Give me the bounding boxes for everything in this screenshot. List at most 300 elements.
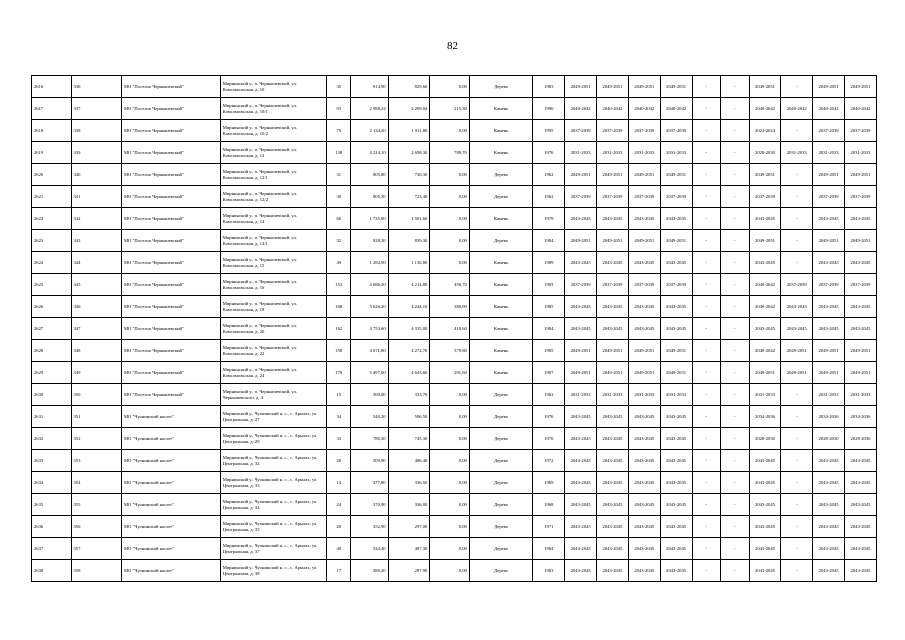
value-cell: 15 [327,384,351,406]
value-cell: 2049-2051 [565,362,597,384]
object-number-cell: 358 [71,560,121,582]
value-cell: 2031-2033 [813,142,845,164]
row-number-cell: 2617 [32,98,72,120]
value-cell: 2049-2051 [660,340,692,362]
address-cell: Мирнинский у., Чуонинский н. с., с. Арылах, ул. Центральная, д. 27 [220,406,326,428]
value-cell: 2037-2039 [628,274,660,296]
value-cell: - [721,252,750,274]
value-cell: 2043-2045 [597,208,629,230]
value-cell: 0,00 [430,208,470,230]
value-cell: 2031-2033 [628,142,660,164]
object-number-cell: 336 [71,76,121,98]
municipality-cell: МО "Поселок Чернышевский" [121,340,220,362]
value-cell: - [721,142,750,164]
value-cell: 2043-2045 [660,516,692,538]
table-row [32,296,877,318]
table-row [32,538,877,560]
value-cell: 0,00 [430,230,470,252]
object-number-cell: 348 [71,340,121,362]
value-cell: 2043-2045 [749,494,781,516]
value-cell: 2049-2051 [660,164,692,186]
value-cell: 2043-2045 [628,538,660,560]
value-cell: - [781,76,813,98]
value-cell: 2 698,30 [388,142,430,164]
value-cell: 2049-2051 [813,230,845,252]
value-cell: 2043-2045 [628,296,660,318]
value-cell: 2043-2045 [628,560,660,582]
value-cell: - [781,450,813,472]
value-cell: Дерево [469,406,533,428]
value-cell: 2049-2051 [660,362,692,384]
object-number-cell: 345 [71,274,121,296]
value-cell: 914,90 [351,76,388,98]
value-cell: - [781,186,813,208]
value-cell: 291,60 [430,362,470,384]
value-cell: 2049-2051 [781,340,813,362]
value-cell: 2049-2051 [628,230,660,252]
value-cell: 2043-2045 [845,472,877,494]
value-cell: 1 284,90 [351,252,388,274]
value-cell: 2043-2045 [565,296,597,318]
municipality-cell: МО "Поселок Чернышевский" [121,208,220,230]
value-cell: 2037-2039 [565,274,597,296]
value-cell: 2031-2033 [565,384,597,406]
value-cell: 2043-2045 [597,538,629,560]
municipality-cell: МО "Чуонинский наслег" [121,406,220,428]
address-cell: Мирнинский у., Чуонинский н. с., с. Арылах, ул. Центральная, д. 38 [220,560,326,582]
value-cell: 138 [327,142,351,164]
row-number-cell: 2636 [32,516,72,538]
value-cell: 2037-2039 [628,120,660,142]
value-cell: 2031-2033 [597,384,629,406]
value-cell: 2049-2051 [813,362,845,384]
value-cell: 31 [327,164,351,186]
address-cell: Мирнинский у., п. Чернышевский, ул. Комсомольская, д. 12/2 [220,186,326,208]
value-cell: 2043-2045 [628,450,660,472]
value-cell: 486,40 [388,450,430,472]
value-cell: 32 [327,230,351,252]
municipality-cell: МО "Поселок Чернышевский" [121,120,220,142]
value-cell: 2049-2051 [597,340,629,362]
value-cell: 2049-2051 [597,362,629,384]
value-cell: 2043-2045 [749,208,781,230]
value-cell: 839,30 [388,230,430,252]
value-cell: 336,50 [388,472,430,494]
value-cell: 2049-2051 [565,76,597,98]
page-number: 82 [447,40,458,52]
value-cell: 2043-2045 [813,318,845,340]
value-cell: 2028-2030 [845,428,877,450]
object-number-cell: 341 [71,186,121,208]
value-cell: 1962 [533,164,565,186]
value-cell: - [692,362,721,384]
value-cell: Дерево [469,428,533,450]
value-cell: 1976 [533,142,565,164]
value-cell: 2040-2042 [749,340,781,362]
value-cell: 2049-2051 [845,230,877,252]
value-cell: 4 671,80 [351,340,388,362]
address-cell: Мирнинский у., Чуонинский н. с., с. Арылах, ул. Центральная, д. 35 [220,516,326,538]
table-row [32,516,877,538]
value-cell: 2043-2045 [565,428,597,450]
value-cell: 1972 [533,450,565,472]
value-cell: 2031-2033 [845,142,877,164]
value-cell: 2049-2051 [597,164,629,186]
value-cell: 0,00 [430,186,470,208]
object-number-cell: 346 [71,296,121,318]
value-cell: 2043-2045 [813,296,845,318]
object-number-cell: 337 [71,98,121,120]
row-number-cell: 2638 [32,560,72,582]
value-cell: 2031-2033 [813,384,845,406]
value-cell: 2028-2030 [749,428,781,450]
value-cell: 30 [327,186,351,208]
value-cell: 2 134,20 [351,120,388,142]
value-cell: Камень [469,340,533,362]
value-cell: - [692,318,721,340]
value-cell: 215,30 [430,98,470,120]
value-cell: - [721,538,750,560]
value-cell: - [692,538,721,560]
value-cell: 2037-2039 [660,186,692,208]
value-cell: 28 [327,450,351,472]
value-cell: 2040-2042 [781,98,813,120]
value-cell: 2043-2045 [597,560,629,582]
value-cell: 2043-2045 [749,560,781,582]
object-number-cell: 347 [71,318,121,340]
value-cell: 2037-2039 [597,274,629,296]
value-cell: 2049-2051 [628,340,660,362]
row-number-cell: 2626 [32,296,72,318]
value-cell: 1962 [533,384,565,406]
value-cell: - [692,450,721,472]
address-cell: Мирнинский у., п. Чернышевский, ул. Комсомольская, д. 20 [220,318,326,340]
value-cell: 1968 [533,494,565,516]
value-cell: - [692,76,721,98]
value-cell: 2043-2045 [597,428,629,450]
value-cell: 287,90 [388,560,430,582]
value-cell: 2037-2039 [813,274,845,296]
value-cell: 2043-2045 [845,516,877,538]
value-cell: Камень [469,318,533,340]
value-cell: 2043-2045 [813,208,845,230]
table-row [32,494,877,516]
value-cell: 5 626,20 [351,296,388,318]
value-cell: - [692,142,721,164]
value-cell: Камень [469,362,533,384]
value-cell: 2040-2042 [660,98,692,120]
value-cell: 2043-2045 [660,318,692,340]
value-cell: 2040-2042 [845,98,877,120]
municipality-cell: МО "Поселок Чернышевский" [121,274,220,296]
value-cell: 352,90 [351,516,388,538]
value-cell: 2043-2045 [628,406,660,428]
municipality-cell: МО "Чуонинский наслег" [121,516,220,538]
value-cell: - [781,252,813,274]
value-cell: 2043-2045 [813,472,845,494]
value-cell: 829,60 [388,76,430,98]
value-cell: - [692,428,721,450]
value-cell: Дерево [469,538,533,560]
value-cell: 928,30 [351,230,388,252]
value-cell: Дерево [469,164,533,186]
value-cell: Камень [469,208,533,230]
value-cell: 2031-2033 [845,384,877,406]
row-number-cell: 2628 [32,340,72,362]
municipality-cell: МО "Поселок Чернышевский" [121,164,220,186]
value-cell: 0,00 [430,120,470,142]
municipality-cell: МО "Поселок Чернышевский" [121,230,220,252]
object-number-cell: 356 [71,516,121,538]
value-cell: - [781,538,813,560]
object-number-cell: 354 [71,472,121,494]
value-cell: 2049-2051 [628,164,660,186]
object-number-cell: 351 [71,406,121,428]
row-number-cell: 2623 [32,230,72,252]
value-cell: - [721,274,750,296]
value-cell: 2043-2045 [628,208,660,230]
value-cell: 153 [327,274,351,296]
value-cell: 2040-2042 [597,98,629,120]
row-number-cell: 2631 [32,406,72,428]
table-row [32,142,877,164]
value-cell: Дерево [469,560,533,582]
address-cell: Мирнинский у., п. Чернышевский, ул. Комсомольская, д. 15 [220,252,326,274]
value-cell: Дерево [469,450,533,472]
value-cell: 1995 [533,120,565,142]
value-cell: - [692,98,721,120]
value-cell: 2043-2045 [813,560,845,582]
value-cell: 2037-2039 [845,186,877,208]
table-row [32,164,877,186]
table-row [32,120,877,142]
value-cell: 2043-2045 [845,560,877,582]
row-number-cell: 2621 [32,186,72,208]
value-cell: 1 501,60 [388,208,430,230]
address-cell: Мирнинский у., п. Чернышевский, ул. Комсомольская, д. 18 [220,296,326,318]
table-row [32,428,877,450]
value-cell: 2043-2045 [749,516,781,538]
address-cell: Мирнинский у., п. Чернышевский, ул. Комсомольская, д. 10/2 [220,120,326,142]
value-cell: 2049-2051 [813,164,845,186]
value-cell: 2031-2033 [597,142,629,164]
object-number-cell: 355 [71,494,121,516]
table-row [32,362,877,384]
value-cell: 2049-2051 [813,76,845,98]
value-cell: - [781,428,813,450]
row-number-cell: 2619 [32,142,72,164]
row-number-cell: 2637 [32,538,72,560]
value-cell: 377,80 [351,472,388,494]
address-cell: Мирнинский у., п. Чернышевский, ул. Комсомольская, д. 14/1 [220,230,326,252]
value-cell: 2037-2039 [565,186,597,208]
municipality-cell: МО "Чуонинский наслег" [121,560,220,582]
value-cell: 2034-2036 [845,406,877,428]
value-cell: 1976 [533,428,565,450]
value-cell: 66 [327,208,351,230]
value-cell: - [692,252,721,274]
value-cell: Дерево [469,494,533,516]
value-cell: 544,40 [351,538,388,560]
value-cell: 162 [327,318,351,340]
value-cell: 336,00 [388,494,430,516]
value-cell: - [692,230,721,252]
row-number-cell: 2624 [32,252,72,274]
value-cell: 0,00 [430,76,470,98]
value-cell: 0,00 [430,516,470,538]
row-number-cell: 2625 [32,274,72,296]
value-cell: 1983 [533,274,565,296]
value-cell: 1987 [533,362,565,384]
value-cell: 49 [327,252,351,274]
value-cell: 2049-2051 [749,164,781,186]
municipality-cell: МО "Поселок Чернышевский" [121,384,220,406]
table-body [32,76,877,582]
value-cell: Камень [469,274,533,296]
value-cell: 456,70 [430,274,470,296]
value-cell: 2049-2051 [845,340,877,362]
address-cell: Мирнинский у., п. Чернышевский, ул. Комсомольская, д. 12/1 [220,164,326,186]
value-cell: 2049-2051 [845,362,877,384]
value-cell: 2049-2051 [565,340,597,362]
value-cell: 2040-2042 [749,296,781,318]
row-number-cell: 2622 [32,208,72,230]
value-cell: 2037-2039 [597,120,629,142]
value-cell: 2022-2024 [749,120,781,142]
value-cell: 0,00 [430,428,470,450]
value-cell: - [721,494,750,516]
value-cell: 2043-2045 [597,516,629,538]
value-cell: 2049-2051 [660,76,692,98]
value-cell: - [781,120,813,142]
municipality-cell: МО "Поселок Чернышевский" [121,296,220,318]
table-row [32,274,877,296]
object-number-cell: 339 [71,142,121,164]
value-cell: 2043-2045 [660,208,692,230]
value-cell: 370,90 [351,494,388,516]
value-cell: 2043-2045 [660,538,692,560]
table-row [32,450,877,472]
value-cell: - [781,494,813,516]
value-cell: 2043-2045 [660,472,692,494]
value-cell: - [721,560,750,582]
value-cell: 2031-2033 [781,142,813,164]
address-cell: Мирнинский у., Чуонинский н. с., с. Арылах, ул. Центральная, д. 34 [220,494,326,516]
row-number-cell: 2630 [32,384,72,406]
object-number-cell: 353 [71,450,121,472]
table-row [32,560,877,582]
value-cell: 40 [327,538,351,560]
row-number-cell: 2635 [32,494,72,516]
municipality-cell: МО "Чуонинский наслег" [121,472,220,494]
value-cell: 2043-2045 [597,252,629,274]
value-cell: 2043-2045 [749,450,781,472]
value-cell: 789,70 [430,142,470,164]
municipality-cell: МО "Поселок Чернышевский" [121,186,220,208]
value-cell: 2043-2045 [628,318,660,340]
value-cell: - [692,384,721,406]
value-cell: 2043-2045 [749,318,781,340]
value-cell: - [692,516,721,538]
value-cell: 1969 [533,472,565,494]
value-cell: 33 [327,428,351,450]
object-number-cell: 349 [71,362,121,384]
value-cell: 2037-2039 [660,274,692,296]
table-row [32,406,877,428]
address-cell: Мирнинский у., п. Чернышевский, ул. Комсомольская, д. 10/1 [220,98,326,120]
object-number-cell: 342 [71,208,121,230]
address-cell: Мирнинский у., п. Чернышевский, ул. Комсомольская, д. 12 [220,142,326,164]
value-cell: 1983 [533,76,565,98]
value-cell: 75 [327,120,351,142]
row-number-cell: 2616 [32,76,72,98]
value-cell: 4 244,10 [388,296,430,318]
value-cell: 2037-2039 [565,120,597,142]
value-cell: 2031-2033 [565,142,597,164]
value-cell: 2043-2045 [813,516,845,538]
value-cell: 4 272,70 [388,340,430,362]
value-cell: 2043-2045 [845,494,877,516]
value-cell: 2043-2045 [813,494,845,516]
municipality-cell: МО "Поселок Чернышевский" [121,76,220,98]
table-row [32,472,877,494]
object-number-cell: 340 [71,164,121,186]
value-cell: 2037-2039 [845,120,877,142]
value-cell: 509,90 [351,450,388,472]
value-cell: - [692,274,721,296]
municipality-cell: МО "Поселок Чернышевский" [121,318,220,340]
object-number-cell: 338 [71,120,121,142]
value-cell: 2049-2051 [565,230,597,252]
value-cell: 369,00 [351,384,388,406]
value-cell: - [721,384,750,406]
municipality-cell: МО "Чуонинский наслег" [121,494,220,516]
value-cell: 1962 [533,186,565,208]
value-cell: 2040-2042 [565,98,597,120]
value-cell: - [781,406,813,428]
value-cell: 2049-2051 [813,340,845,362]
value-cell: 2043-2045 [749,472,781,494]
value-cell: 0,00 [430,494,470,516]
value-cell: 380,90 [430,296,470,318]
value-cell: 2043-2045 [597,296,629,318]
value-cell: Дерево [469,516,533,538]
value-cell: - [721,186,750,208]
value-cell: 2043-2045 [628,516,660,538]
value-cell: 168 [327,296,351,318]
value-cell: - [721,340,750,362]
table-row [32,76,877,98]
value-cell: 2049-2051 [628,362,660,384]
value-cell: 2049-2051 [565,164,597,186]
value-cell: 93 [327,98,351,120]
value-cell: 4 643,60 [388,362,430,384]
value-cell: 2049-2051 [749,76,781,98]
address-cell: Мирнинский у., п. Чернышевский, ул. Комсомольская, д. 14 [220,208,326,230]
housing-program-table [31,75,877,582]
value-cell: Дерево [469,230,533,252]
value-cell: 2043-2045 [565,494,597,516]
value-cell: 2049-2051 [781,362,813,384]
value-cell: 2049-2051 [749,362,781,384]
table-row [32,230,877,252]
value-cell: 1971 [533,516,565,538]
municipality-cell: МО "Чуонинский наслег" [121,538,220,560]
value-cell: 2043-2045 [597,318,629,340]
value-cell: 0,00 [430,560,470,582]
value-cell: 2043-2045 [845,252,877,274]
value-cell: 2043-2045 [660,450,692,472]
